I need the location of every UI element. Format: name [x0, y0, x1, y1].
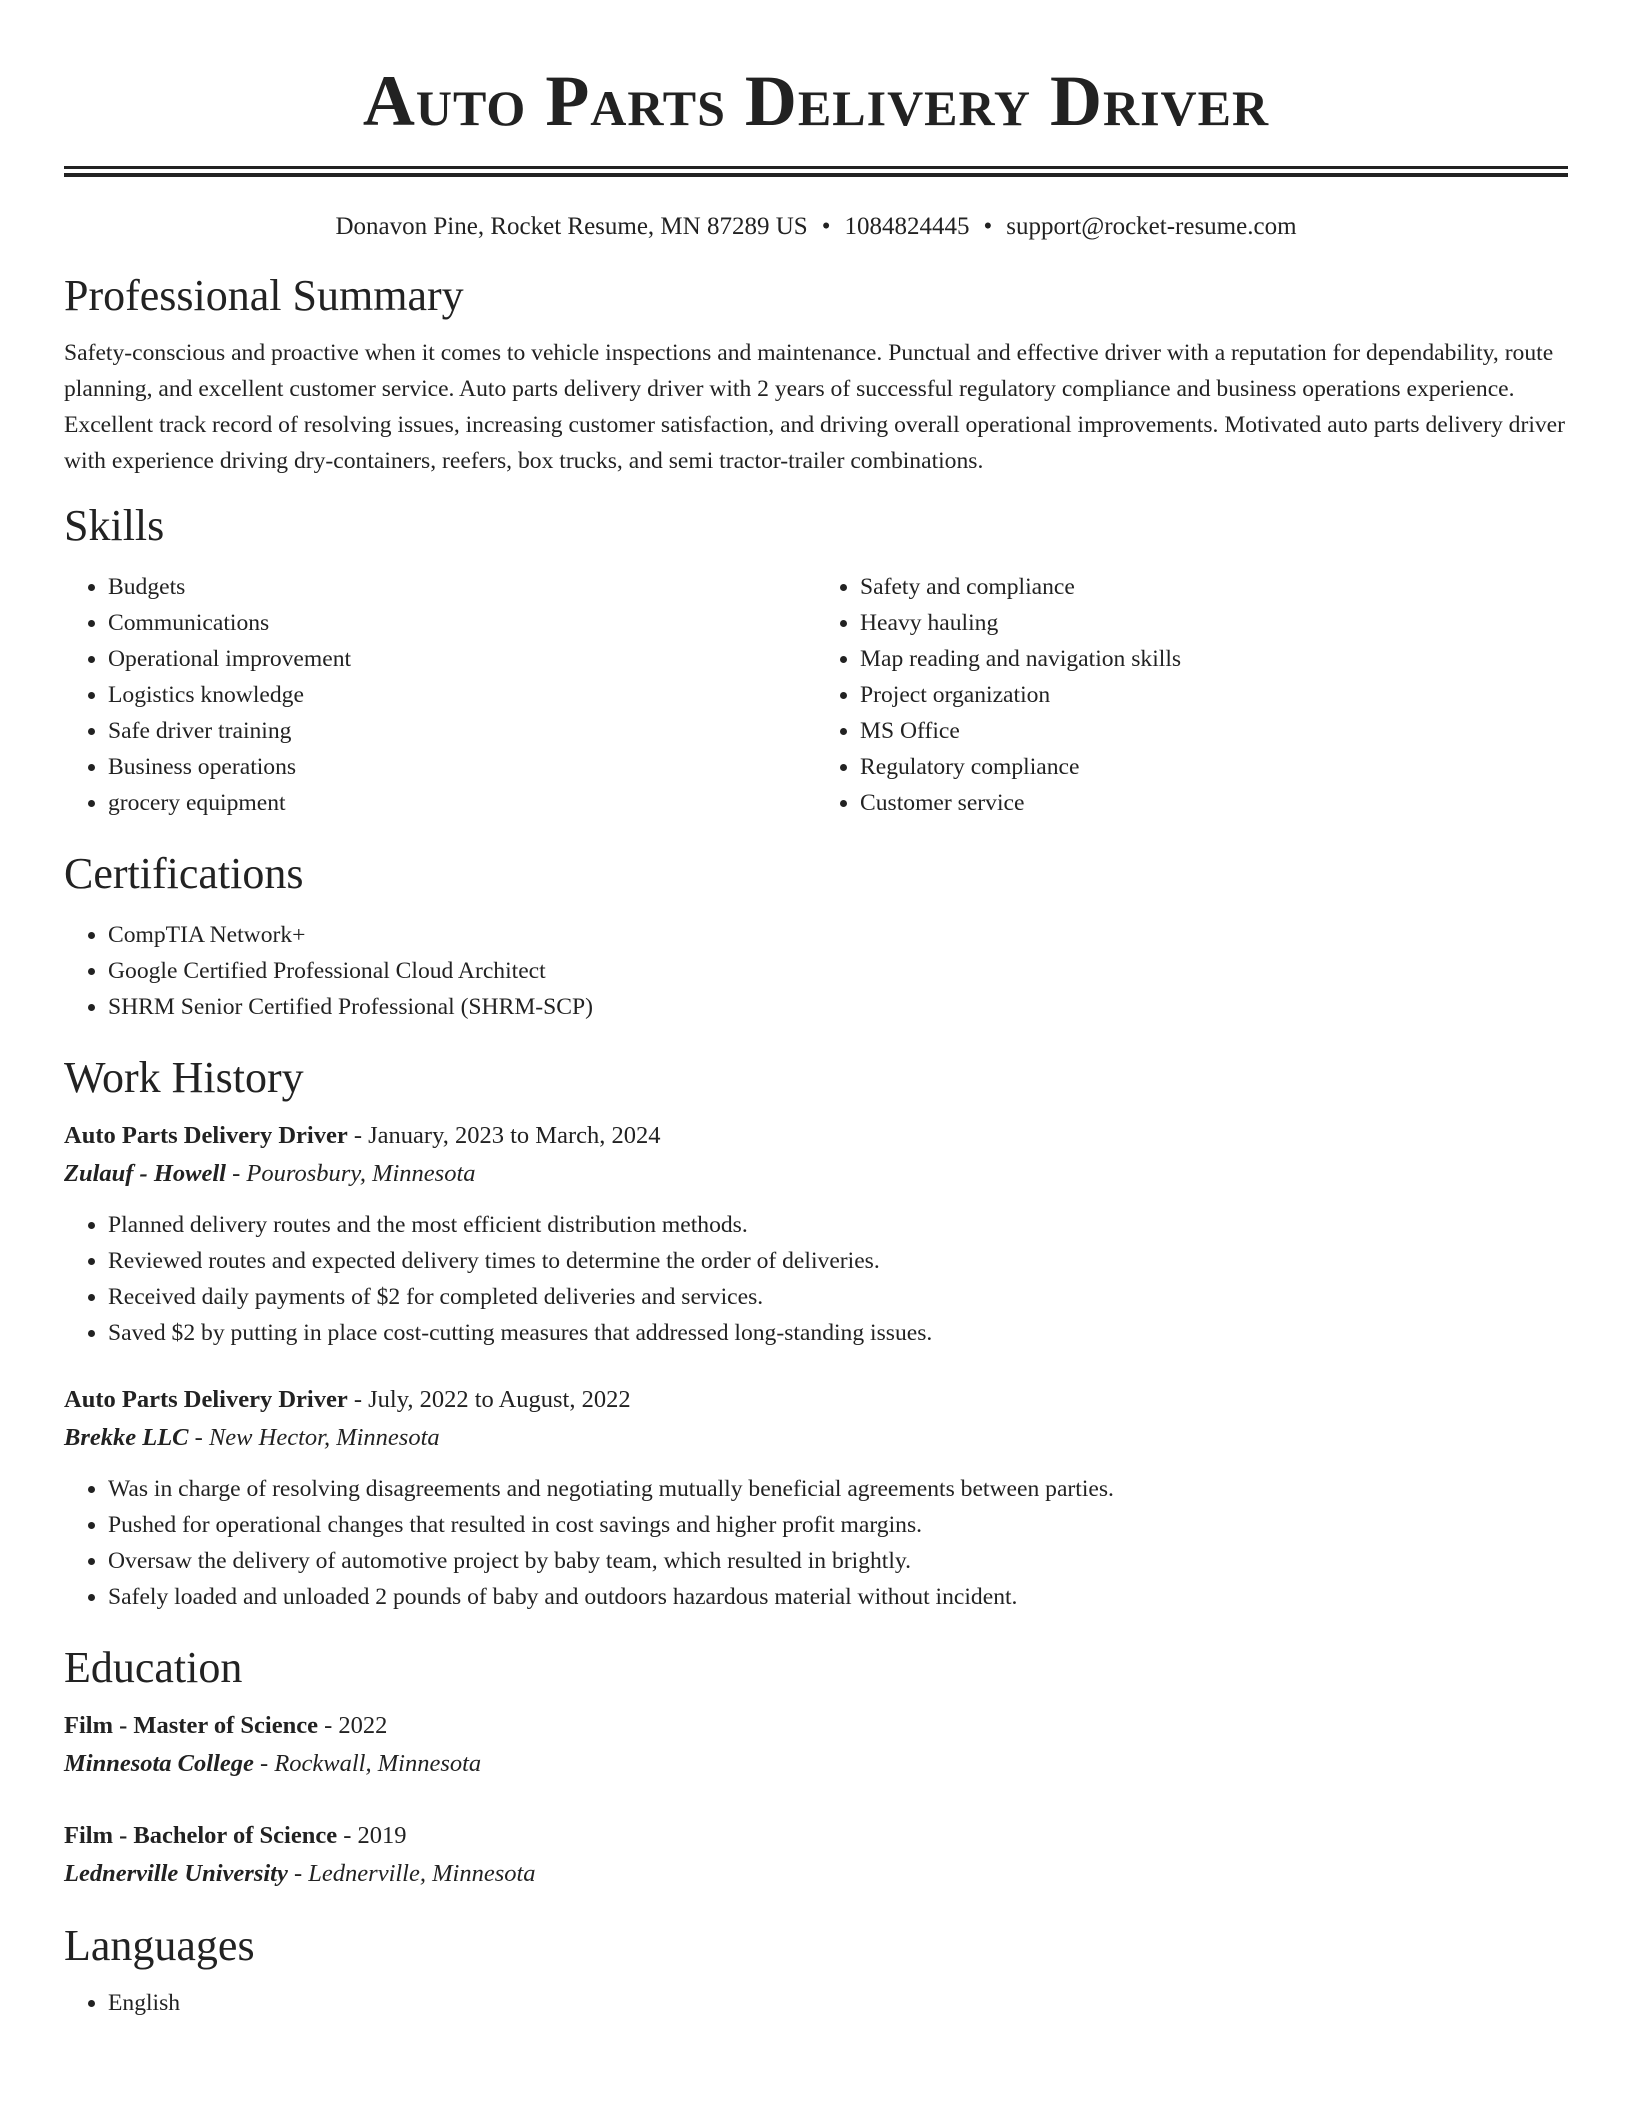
job-title: Auto Parts Delivery Driver	[64, 1122, 348, 1149]
job-bullet: • Saved $2 by putting in place cost-cutting measures that addressed long-standing issues.	[108, 1315, 1568, 1351]
certifications-section	[64, 847, 1568, 1025]
skills-left-list	[64, 569, 816, 821]
job-bullet: • Pushed for operational changes that resulted in cost savings and higher profit margins.	[108, 1507, 1568, 1543]
employer-line	[64, 1155, 1568, 1193]
degree-line	[64, 1817, 1568, 1855]
job-title-line	[64, 1117, 1568, 1155]
job-dates: January, 2023 to March, 2024	[368, 1122, 661, 1149]
job-bullet: • Reviewed routes and expected delivery times to determine the order of deliveries.	[108, 1243, 1568, 1279]
skills-section	[64, 499, 1568, 821]
employer-name: Zulauf - Howell	[64, 1160, 226, 1187]
job-title-line	[64, 1381, 1568, 1419]
degree-year: 2022	[338, 1712, 388, 1739]
contact-phone: 1084824445	[844, 213, 970, 240]
school-line	[64, 1855, 1568, 1893]
job-bullet: • Safely loaded and unloaded 2 pounds of baby and outdoors hazardous material without incident.	[108, 1579, 1568, 1615]
dash-separator: -	[337, 1822, 358, 1849]
education-section	[64, 1641, 1568, 1893]
skills-heading: Skills	[64, 501, 165, 550]
dash-separator: -	[347, 1122, 369, 1149]
job-bullet: • Planned delivery routes and the most efficient distribution methods.	[108, 1207, 1568, 1243]
job-title: Auto Parts Delivery Driver	[64, 1386, 348, 1413]
job-entry	[64, 1117, 1568, 1351]
employer-line	[64, 1419, 1568, 1457]
employer-name: Brekke LLC	[64, 1424, 189, 1451]
school-name: Lednerville University	[64, 1860, 288, 1887]
skill-item: • Safety and compliance	[860, 569, 1568, 605]
work-history-heading: Work History	[64, 1053, 304, 1102]
dash-separator: -	[347, 1386, 369, 1413]
job-bullet: • Was in charge of resolving disagreements and negotiating mutually beneficial agreements between parties.	[108, 1471, 1568, 1507]
dash-separator: -	[188, 1424, 209, 1451]
school-location: Lednerville, Minnesota	[308, 1860, 536, 1887]
school-line	[64, 1745, 1568, 1783]
job-bullets	[64, 1207, 1568, 1351]
dash-separator: -	[225, 1160, 247, 1187]
summary-section	[64, 269, 1568, 479]
contact-line	[64, 211, 1568, 243]
contact-address: Donavon Pine, Rocket Resume, MN 87289 US	[335, 213, 808, 240]
contact-separator: •	[983, 213, 993, 240]
degree-name: Film - Bachelor of Science	[64, 1822, 338, 1849]
education-heading: Education	[64, 1643, 243, 1692]
skill-item: • grocery equipment	[108, 785, 816, 821]
languages-section	[64, 1919, 1568, 2021]
employer-location: New Hector, Minnesota	[208, 1424, 440, 1451]
school-name: Minnesota College	[64, 1750, 254, 1777]
skill-item: • Safe driver training	[108, 713, 816, 749]
degree-name: Film - Master of Science	[64, 1712, 318, 1739]
employer-location: Pourosbury, Minnesota	[246, 1160, 476, 1187]
certification-item: • SHRM Senior Certified Professional (SHRM-SCP)	[108, 989, 1568, 1025]
skill-item: • Map reading and navigation skills	[860, 641, 1568, 677]
degree-year: 2019	[357, 1822, 407, 1849]
job-dates: July, 2022 to August, 2022	[368, 1386, 631, 1413]
summary-text: Safety-conscious and proactive when it comes to vehicle inspections and maintenance. Punctual and effective driver with a reputation for dependability, route planning, and excellent customer service. Auto parts delivery driver with 2 years of successful regulatory compliance and business operations experience. Excellent track record of resolving issues, increasing customer satisfaction, and driving overall operational improvements. Motivated auto parts delivery driver with experience driving dry-containers, reefers, box trucks, and semi tractor-trailer combinations.	[64, 340, 1566, 474]
job-bullet: • Received daily payments of $2 for completed deliveries and services.	[108, 1279, 1568, 1315]
skill-item: • Regulatory compliance	[860, 749, 1568, 785]
skill-item: • Heavy hauling	[860, 605, 1568, 641]
title-divider	[64, 166, 1568, 177]
skill-item: • Budgets	[108, 569, 816, 605]
skill-item: • Project organization	[860, 677, 1568, 713]
summary-heading: Professional Summary	[64, 271, 464, 320]
page-title: Auto Parts Delivery Driver	[362, 61, 1270, 141]
certification-item: • Google Certified Professional Cloud Architect	[108, 953, 1568, 989]
certifications-list	[64, 917, 1568, 1025]
degree-line	[64, 1707, 1568, 1745]
dash-separator: -	[253, 1750, 275, 1777]
skill-item: • MS Office	[860, 713, 1568, 749]
work-history-section	[64, 1051, 1568, 1615]
skill-item: • Customer service	[860, 785, 1568, 821]
education-entry	[64, 1817, 1568, 1893]
certifications-heading: Certifications	[64, 849, 304, 898]
skill-item: • Business operations	[108, 749, 816, 785]
skill-item: • Communications	[108, 605, 816, 641]
job-bullets	[64, 1471, 1568, 1615]
languages-heading: Languages	[64, 1921, 255, 1970]
certification-item: • CompTIA Network+	[108, 917, 1568, 953]
dash-separator: -	[317, 1712, 339, 1739]
languages-list	[64, 1985, 1568, 2021]
job-entry	[64, 1381, 1568, 1615]
job-bullet: • Oversaw the delivery of automotive project by baby team, which resulted in brightly.	[108, 1543, 1568, 1579]
skills-right-list	[816, 569, 1568, 821]
skills-columns	[64, 569, 1568, 821]
contact-separator: •	[821, 213, 831, 240]
school-location: Rockwall, Minnesota	[274, 1750, 482, 1777]
education-entry	[64, 1707, 1568, 1783]
dash-separator: -	[287, 1860, 309, 1887]
skill-item: • Operational improvement	[108, 641, 816, 677]
skill-item: • Logistics knowledge	[108, 677, 816, 713]
contact-email: support@rocket-resume.com	[1006, 213, 1297, 240]
language-item: • English	[108, 1985, 1568, 2021]
